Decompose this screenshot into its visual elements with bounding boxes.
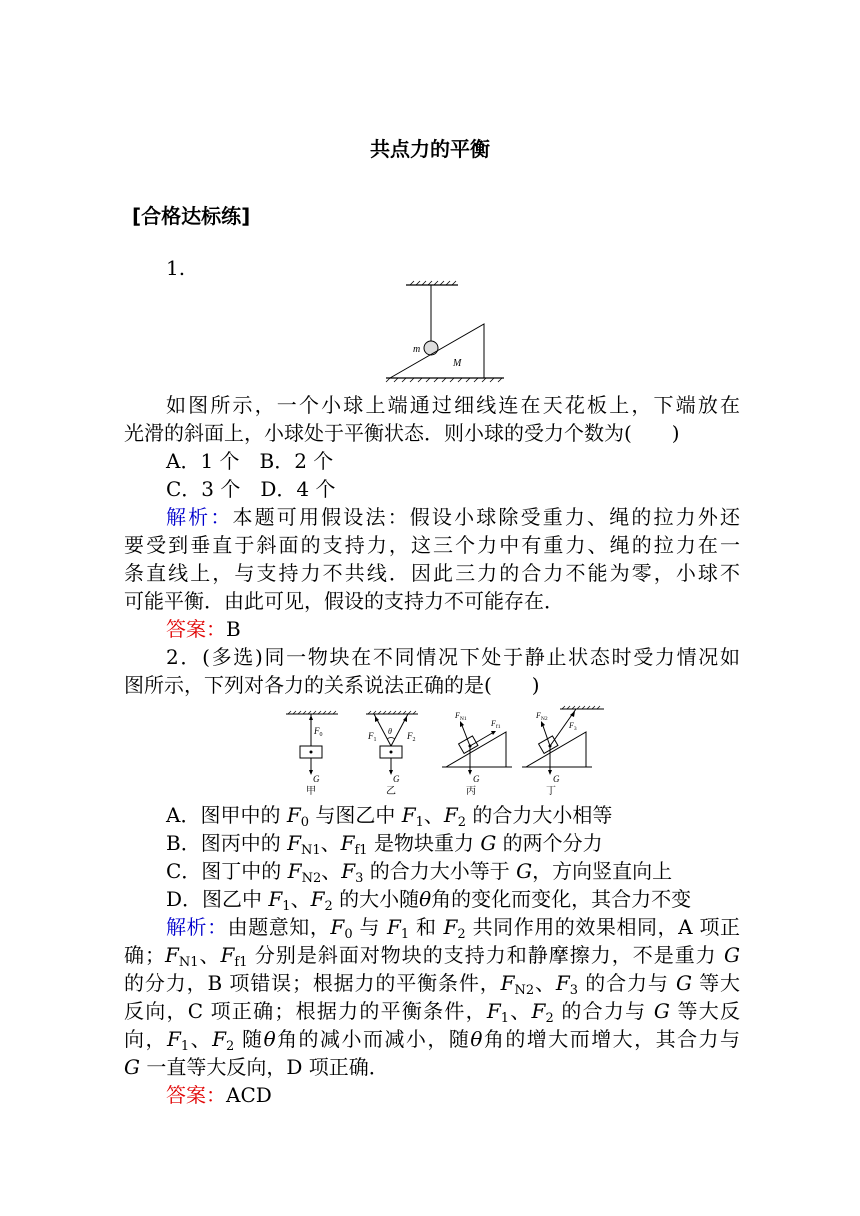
label-Ff1: $F_{f1}$ — [491, 719, 501, 730]
q2-option-c: C．图丁中的 $F_{N2}$、$F_3$ 的合力大小等于 G，方向竖直向上 — [166, 859, 673, 886]
label-theta: θ — [388, 727, 392, 736]
q2-option-d: D．图乙中 $F_1$、$F_2$ 的大小随θ角的变化而变化，其合力不变 — [166, 887, 692, 914]
answer-label: 答案： — [166, 1083, 226, 1107]
q2-option-b: B．图丙中的 $F_{N1}$、$F_{f1}$ 是物块重力 G 的两个分力 — [166, 831, 603, 858]
page-title: 共点力的平衡 — [370, 137, 490, 161]
question-1-number: 1. — [166, 256, 186, 280]
q1-analysis-line-3: 条直线上，与支持力不共线．因此三力的合力不能为零，小球不 — [124, 561, 740, 585]
label-jia: 甲 — [306, 786, 316, 797]
analysis-text: 本题可用假设法：假设小球除受重力、绳的拉力外还 — [232, 505, 741, 529]
label-F1: $F_1$ — [368, 731, 377, 743]
q2-analysis-line-5: 向，$F_1$、$F_2$ 随θ角的减小而减小，随θ角的增大而增大，其合力与 — [124, 1027, 741, 1054]
answer-label: 答案： — [166, 617, 226, 641]
label-m: m — [413, 344, 421, 355]
label-yi: 乙 — [386, 786, 396, 797]
label-F3: $F_3$ — [569, 721, 577, 732]
q1-analysis-line-2: 要受到垂直于斜面的支持力，这三个力中有重力、绳的拉力在一 — [124, 533, 740, 557]
label-F2: $F_2$ — [407, 731, 416, 743]
q2-stem-line-2: 图所示，下列对各力的关系说法正确的是( ) — [124, 673, 540, 697]
q1-options-ab: A．1 个 B．2 个 — [166, 449, 334, 473]
label-FN1: $F_{N1}$ — [455, 711, 467, 722]
analysis-label: 解析： — [166, 505, 233, 529]
label-G-bing: G — [473, 774, 480, 784]
label-ding: 丁 — [546, 786, 556, 797]
q2-analysis-line-3: 的分力，B 项错误；根据力的平衡条件，$F_{N2}$、$F_3$ 的合力与 G 等大 — [124, 971, 741, 998]
label-G-yi: G — [393, 774, 400, 784]
diagram-ding — [522, 706, 604, 797]
figure-four-force-diagrams — [280, 703, 615, 799]
q2-answer — [124, 1081, 740, 1109]
q2-analysis-line-2: 确；$F_{N1}$、$F_{f1}$ 分别是斜面对物块的支持力和静摩擦力，不是重力 G — [124, 943, 741, 970]
figure-ball-on-incline — [380, 280, 510, 384]
answer-value: ACD — [226, 1083, 272, 1107]
q1-analysis-line-4: 可能平衡．由此可见，假设的支持力不可能存在． — [124, 589, 564, 613]
diagram-bing — [442, 711, 512, 797]
section-heading: [合格达标练] — [132, 204, 251, 228]
q2-analysis-line-6: G 一直等大反向，D 项正确． — [124, 1055, 389, 1079]
diagram-jia — [286, 711, 338, 797]
label-bing: 丙 — [466, 786, 476, 797]
q2-stem-line-1: 2．(多选)同一物块在不同情况下处于静止状态时受力情况如 — [166, 645, 740, 669]
label-F0: $F_0$ — [314, 726, 323, 738]
q1-options-cd: C．3 个 D．4 个 — [166, 477, 336, 501]
label-FN2: $F_{N2}$ — [536, 711, 548, 722]
analysis-label: 解析： — [166, 915, 228, 939]
answer-value: B — [226, 617, 241, 641]
q1-analysis-line-1 — [124, 503, 740, 531]
q1-answer — [124, 615, 740, 643]
q2-analysis-line-1: 解析：由题意知，$F_0$ 与 $F_1$ 和 $F_2$ 共同作用的效果相同，A 项正 — [166, 915, 741, 942]
label-M: M — [453, 358, 462, 369]
q2-option-a: A．图甲中的 $F_0$ 与图乙中 $F_1$、$F_2$ 的合力大小相等 — [166, 803, 613, 830]
label-G-jia: G — [313, 774, 320, 784]
q1-stem-line-2: 光滑的斜面上，小球处于平衡状态．则小球的受力个数为( ) — [124, 421, 680, 445]
diagram-yi — [366, 711, 418, 797]
q2-analysis-line-4: 反向，C 项正确；根据力的平衡条件，$F_1$、$F_2$ 的合力与 G 等大反 — [124, 999, 741, 1026]
q1-stem-line-1: 如图所示，一个小球上端通过细线连在天花板上，下端放在 — [166, 393, 740, 417]
label-G-ding: G — [553, 774, 560, 784]
